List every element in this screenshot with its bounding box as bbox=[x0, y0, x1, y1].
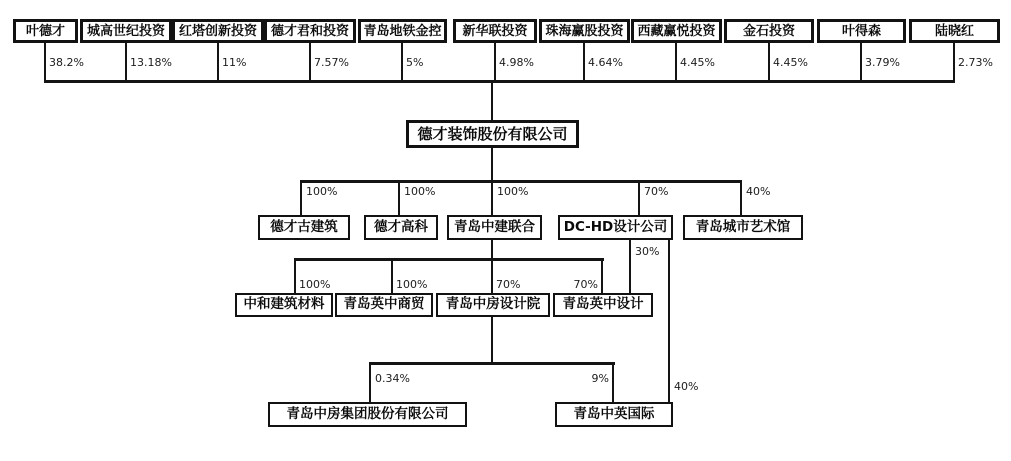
connector-line bbox=[860, 43, 862, 81]
subsidiary-box: 德才古建筑 bbox=[258, 215, 350, 240]
ownership-pct-label: 100% bbox=[497, 185, 529, 198]
connector-line bbox=[294, 261, 296, 293]
ownership-pct-label: 9% bbox=[591, 372, 609, 385]
connector-line bbox=[491, 261, 493, 293]
connector-line bbox=[44, 43, 46, 81]
ownership-pct-label: 30% bbox=[635, 245, 660, 258]
ownership-pct-label: 2.73% bbox=[958, 56, 993, 69]
shareholder-box: 德才君和投资 bbox=[264, 19, 356, 43]
connector-line bbox=[953, 43, 955, 81]
connector-line bbox=[601, 261, 603, 293]
ownership-pct-label: 40% bbox=[746, 185, 771, 198]
shareholder-box: 西藏赢悦投资 bbox=[631, 19, 722, 43]
shareholder-box: 金石投资 bbox=[724, 19, 814, 43]
connector-line bbox=[740, 183, 742, 215]
ownership-pct-label: 5% bbox=[406, 56, 424, 69]
ownership-pct-label: 0.34% bbox=[375, 372, 410, 385]
connector-line bbox=[675, 43, 677, 81]
ownership-pct-label: 3.79% bbox=[865, 56, 900, 69]
entity-box: 青岛中房集团股份有限公司 bbox=[268, 402, 467, 427]
connector-line bbox=[491, 83, 493, 120]
ownership-pct-label: 70% bbox=[644, 185, 669, 198]
ownership-pct-label: 70% bbox=[573, 278, 598, 291]
subsidiary-box: 青岛中建联合 bbox=[447, 215, 542, 240]
ownership-pct-label: 40% bbox=[674, 380, 699, 393]
ownership-pct-label: 38.2% bbox=[49, 56, 84, 69]
ownership-pct-label: 100% bbox=[396, 278, 428, 291]
ownership-pct-label: 11% bbox=[222, 56, 247, 69]
ownership-pct-label: 4.45% bbox=[680, 56, 715, 69]
parent-company-box: 德才装饰股份有限公司 bbox=[406, 120, 579, 148]
connector-line bbox=[217, 43, 219, 81]
shareholder-box: 城高世纪投资 bbox=[80, 19, 172, 43]
shareholder-box: 珠海赢股投资 bbox=[539, 19, 630, 43]
connector-line bbox=[668, 240, 670, 402]
subsidiary-box: 青岛英中商贸 bbox=[335, 293, 433, 317]
connector-line bbox=[401, 43, 403, 81]
ownership-pct-label: 70% bbox=[496, 278, 521, 291]
shareholder-box: 叶德才 bbox=[13, 19, 78, 43]
shareholder-box: 陆晓红 bbox=[909, 19, 1000, 43]
connector-line bbox=[491, 148, 493, 180]
ownership-pct-label: 4.64% bbox=[588, 56, 623, 69]
connector-line bbox=[309, 43, 311, 81]
ownership-pct-label: 100% bbox=[404, 185, 436, 198]
connector-bar bbox=[369, 362, 615, 365]
connector-bar bbox=[300, 180, 742, 183]
ownership-pct-label: 100% bbox=[299, 278, 331, 291]
connector-line bbox=[125, 43, 127, 81]
connector-line bbox=[629, 240, 631, 293]
connector-line bbox=[638, 183, 640, 215]
connector-line bbox=[398, 183, 400, 215]
connector-line bbox=[612, 365, 614, 402]
subsidiary-box: DC-HD设计公司 bbox=[558, 215, 673, 240]
subsidiary-box: 青岛城市艺术馆 bbox=[683, 215, 803, 240]
ownership-pct-label: 4.45% bbox=[773, 56, 808, 69]
ownership-pct-label: 4.98% bbox=[499, 56, 534, 69]
connector-line bbox=[391, 261, 393, 293]
shareholder-box: 青岛地铁金控 bbox=[358, 19, 447, 43]
connector-line bbox=[369, 365, 371, 402]
entity-box: 青岛中英国际 bbox=[555, 402, 673, 427]
connector-line bbox=[768, 43, 770, 81]
connector-line bbox=[491, 240, 493, 258]
subsidiary-box: 中和建筑材料 bbox=[235, 293, 333, 317]
ownership-pct-label: 7.57% bbox=[314, 56, 349, 69]
connector-bar bbox=[44, 80, 955, 83]
connector-line bbox=[491, 317, 493, 362]
connector-line bbox=[300, 183, 302, 215]
subsidiary-box: 德才高科 bbox=[364, 215, 438, 240]
connector-line bbox=[494, 43, 496, 81]
ownership-pct-label: 13.18% bbox=[130, 56, 172, 69]
connector-bar bbox=[294, 258, 604, 261]
connector-line bbox=[583, 43, 585, 81]
connector-line bbox=[491, 183, 493, 215]
ownership-pct-label: 100% bbox=[306, 185, 338, 198]
shareholder-box: 红塔创新投资 bbox=[172, 19, 264, 43]
subsidiary-box: 青岛英中设计 bbox=[553, 293, 653, 317]
shareholder-box: 叶得森 bbox=[817, 19, 906, 43]
shareholder-box: 新华联投资 bbox=[453, 19, 537, 43]
subsidiary-box: 青岛中房设计院 bbox=[436, 293, 550, 317]
